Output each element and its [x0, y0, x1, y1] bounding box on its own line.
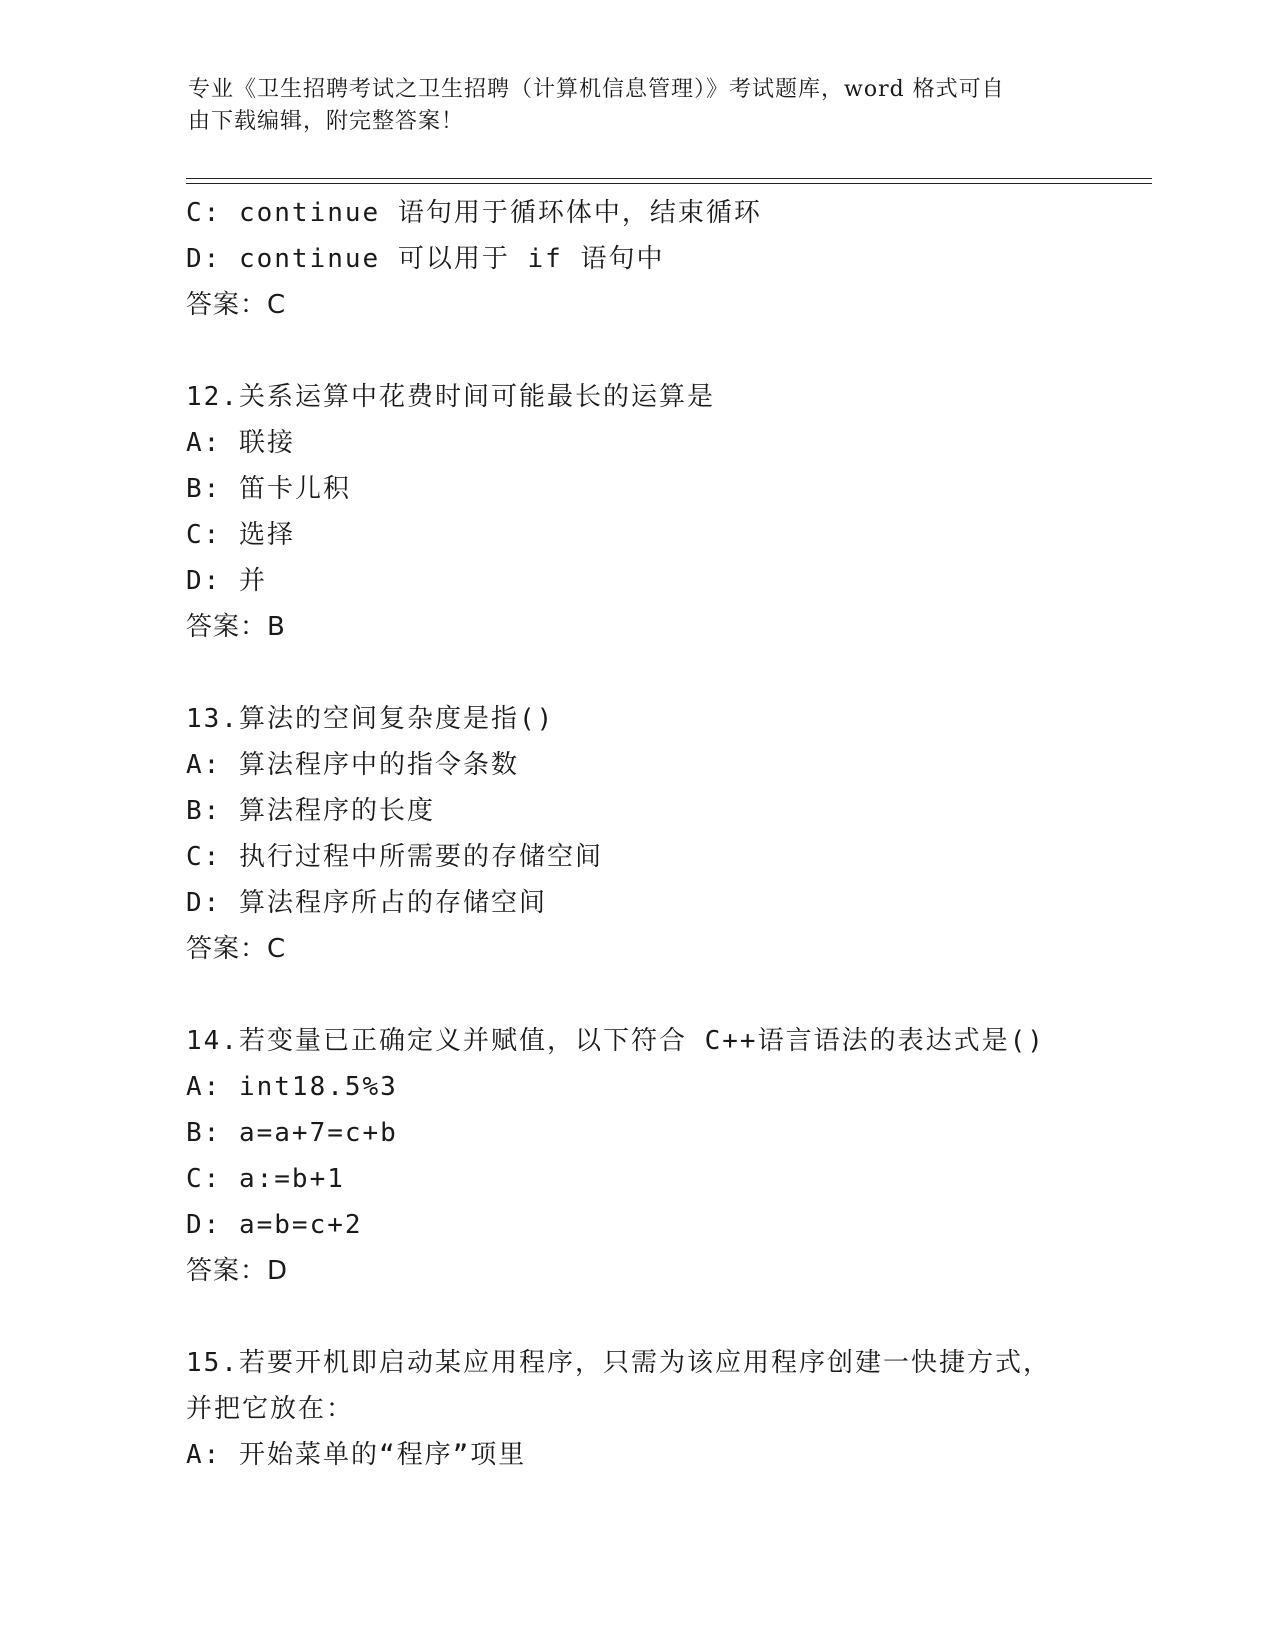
- question-stem: 13.算法的空间复杂度是指(): [186, 704, 555, 734]
- question-stem-line-2: 并把它放在：: [186, 1394, 355, 1424]
- option-b: B: a=a+7=c+b: [186, 1118, 398, 1148]
- option-c: C: 执行过程中所需要的存储空间: [186, 842, 603, 872]
- question-11-continued: [186, 190, 1146, 328]
- header-divider-bottom: [186, 183, 1152, 184]
- option-c: C: 选择: [186, 520, 295, 550]
- option-d: D: 并: [186, 566, 267, 596]
- option-a: A: 联接: [186, 428, 295, 458]
- answer: 答案：C: [186, 934, 287, 964]
- question-stem: 12.关系运算中花费时间可能最长的运算是: [186, 382, 715, 412]
- answer: 答案：D: [186, 1256, 289, 1286]
- option-d: D: 算法程序所占的存储空间: [186, 888, 547, 918]
- question-13: [186, 696, 1146, 972]
- header-line-2: 由下载编辑，附完整答案！: [188, 109, 465, 134]
- option-c: C: continue 语句用于循环体中，结束循环: [186, 198, 762, 228]
- question-stem-line-1: 15.若要开机即启动某应用程序，只需为该应用程序创建一快捷方式，: [186, 1348, 1051, 1378]
- option-a: A: int18.5%3: [186, 1072, 398, 1102]
- option-d: D: continue 可以用于 if 语句中: [186, 244, 665, 274]
- question-12: [186, 374, 1146, 650]
- option-d: D: a=b=c+2: [186, 1210, 363, 1240]
- option-a: A: 算法程序中的指令条数: [186, 750, 519, 780]
- option-c: C: a:=b+1: [186, 1164, 345, 1194]
- option-a: A: 开始菜单的“程序”项里: [186, 1440, 527, 1470]
- header-line-1: 专业《卫生招聘考试之卫生招聘（计算机信息管理）》考试题库，word 格式可自: [188, 77, 1005, 102]
- document-header: [188, 74, 1088, 138]
- answer: 答案：C: [186, 290, 287, 320]
- answer: 答案：B: [186, 612, 286, 642]
- option-b: B: 笛卡儿积: [186, 474, 351, 504]
- question-stem: 14.若变量已正确定义并赋值，以下符合 C++语言语法的表达式是(): [186, 1026, 1045, 1056]
- option-b: B: 算法程序的长度: [186, 796, 435, 826]
- header-divider-top: [186, 178, 1152, 179]
- question-15: [186, 1340, 1146, 1478]
- question-list: [186, 190, 1146, 1478]
- question-14: [186, 1018, 1146, 1294]
